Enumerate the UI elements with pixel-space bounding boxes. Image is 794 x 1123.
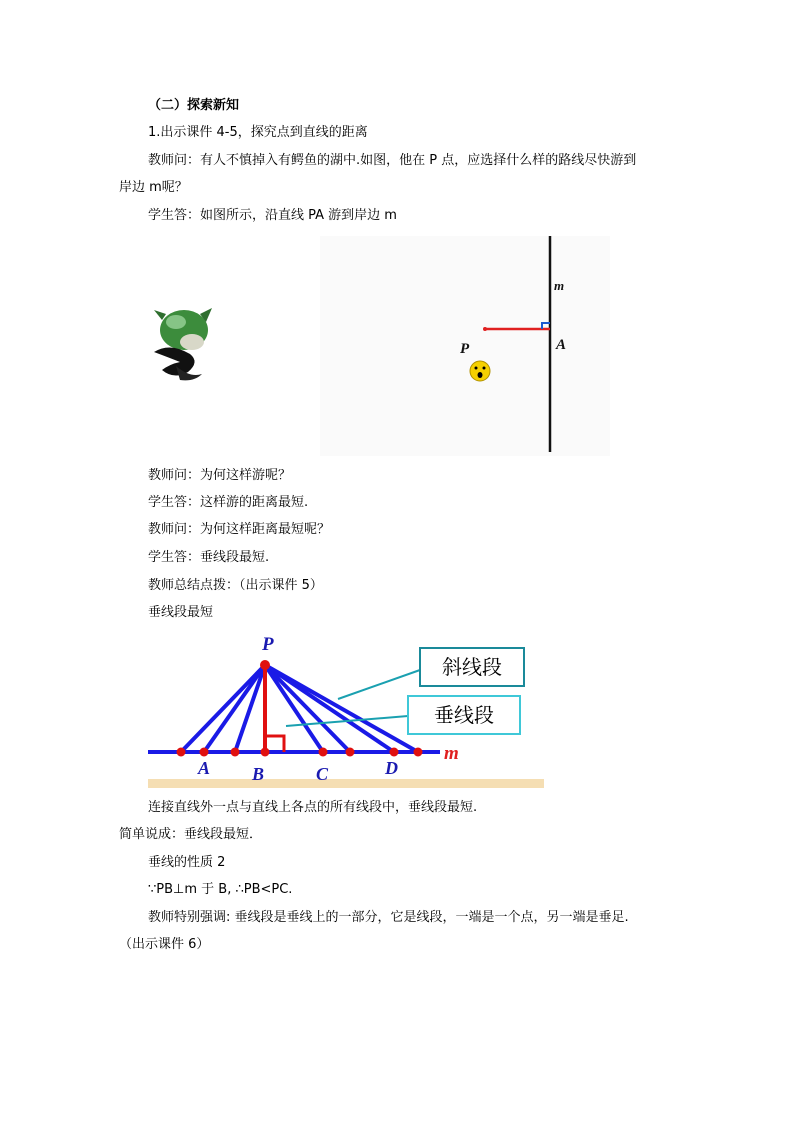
simple-say: 简单说成：垂线段最短．: [119, 827, 263, 842]
teacher-question-2: 教师问：为何这样游呢？: [148, 468, 292, 483]
box-oblique-segment: 斜线段: [442, 655, 502, 679]
subtitle: 垂线段最短: [148, 605, 214, 620]
step-text: 1.出示课件 4-5，探究点到直线的距离: [148, 125, 368, 140]
teacher-summary: 教师总结点拨：（出示课件 5）: [148, 578, 323, 593]
teacher-question-1-cont: 岸边 m呢？: [119, 180, 188, 195]
section-title: （二）探索新知: [148, 98, 240, 113]
student-answer-2: 学生答：这样游的距离最短.: [148, 495, 309, 510]
label-m: m: [444, 743, 459, 764]
scared-face-icon: [470, 361, 490, 381]
student-answer-1: 学生答：如图所示，沿直线 PA 游到岸边 m: [148, 208, 397, 223]
label-P: P: [262, 634, 274, 655]
label-C: C: [316, 764, 329, 784]
label-P: P: [460, 341, 470, 357]
label-B: B: [252, 764, 265, 784]
label-A: A: [198, 758, 211, 778]
teacher-question-1: 教师问：有人不慎掉入有鳄鱼的湖中.如图，他在 P 点，应选择什么样的路线尽快游到: [148, 153, 637, 168]
teacher-emphasis: 教师特别强调: 垂线段是垂线上的一部分，它是线段，一端是一个点，另一端是垂足.: [148, 910, 629, 925]
conclusion: 连接直线外一点与直线上各点的所有线段中，垂线段最短.: [148, 800, 478, 815]
label-D: D: [385, 758, 398, 778]
label-m: m: [554, 278, 565, 293]
figure-crocodile: [140, 230, 610, 458]
crocodile-icon: [154, 308, 212, 380]
teacher-emphasis-cont: （出示课件 6）: [119, 937, 210, 952]
label-A: A: [556, 337, 567, 353]
box-perpendicular-segment: 垂线段: [434, 703, 494, 727]
teacher-question-3: 教师问：为何这样距离最短呢？: [148, 522, 331, 537]
property-statement: ∵PB⊥m 于 B, ∴PB<PC.: [148, 882, 293, 897]
student-answer-3: 学生答：垂线段最短.: [148, 550, 270, 565]
figure-perpendicular-segment: [140, 624, 550, 790]
property-title: 垂线的性质 2: [148, 855, 226, 870]
